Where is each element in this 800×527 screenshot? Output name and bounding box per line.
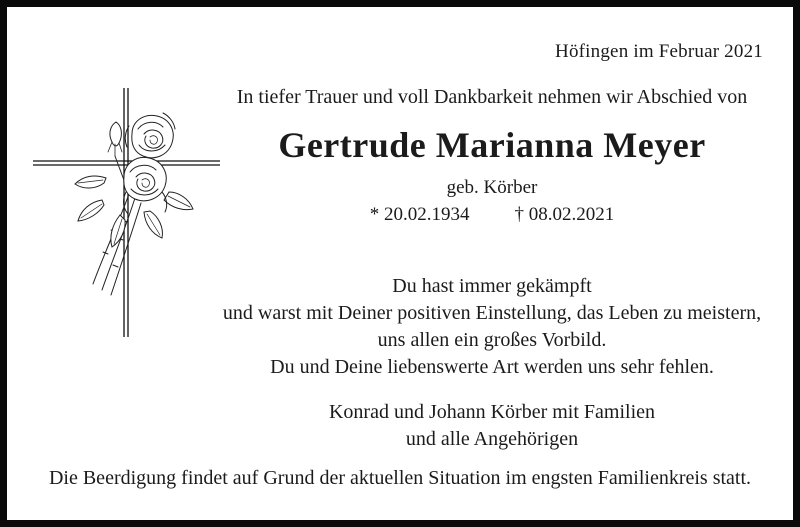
verse-line: Du und Deine liebenswerte Art werden uns sehr fehlen.	[270, 356, 714, 378]
mourners-line: Konrad und Johann Körber mit Familien	[328, 401, 656, 423]
dateline: Höfingen im Februar 2021	[555, 41, 763, 62]
birth-date: * 20.02.1934	[369, 204, 470, 225]
verse-line: und warst mit Deiner positiven Einstellung, das Leben zu meistern,	[222, 302, 762, 324]
verse-line: uns allen ein großes Vorbild.	[377, 329, 607, 351]
funeral-note: Die Beerdigung findet auf Grund der aktuellen Situation im engsten Familienkreis statt.	[48, 467, 752, 489]
verse-line: Du hast immer gekämpft	[392, 275, 592, 297]
memorial-verse	[137, 273, 800, 381]
mourners	[197, 399, 787, 453]
intro-line: In tiefer Trauer und voll Dankbarkeit nehmen wir Abschied von	[236, 86, 748, 108]
death-date: † 08.02.2021	[514, 204, 615, 225]
life-dates	[197, 204, 787, 226]
maiden-name: geb. Körber	[446, 177, 538, 198]
mourners-line: und alle Angehörigen	[405, 428, 579, 450]
roses-icon	[75, 113, 193, 295]
deceased-name: Gertrude Marianna Meyer	[278, 125, 706, 165]
